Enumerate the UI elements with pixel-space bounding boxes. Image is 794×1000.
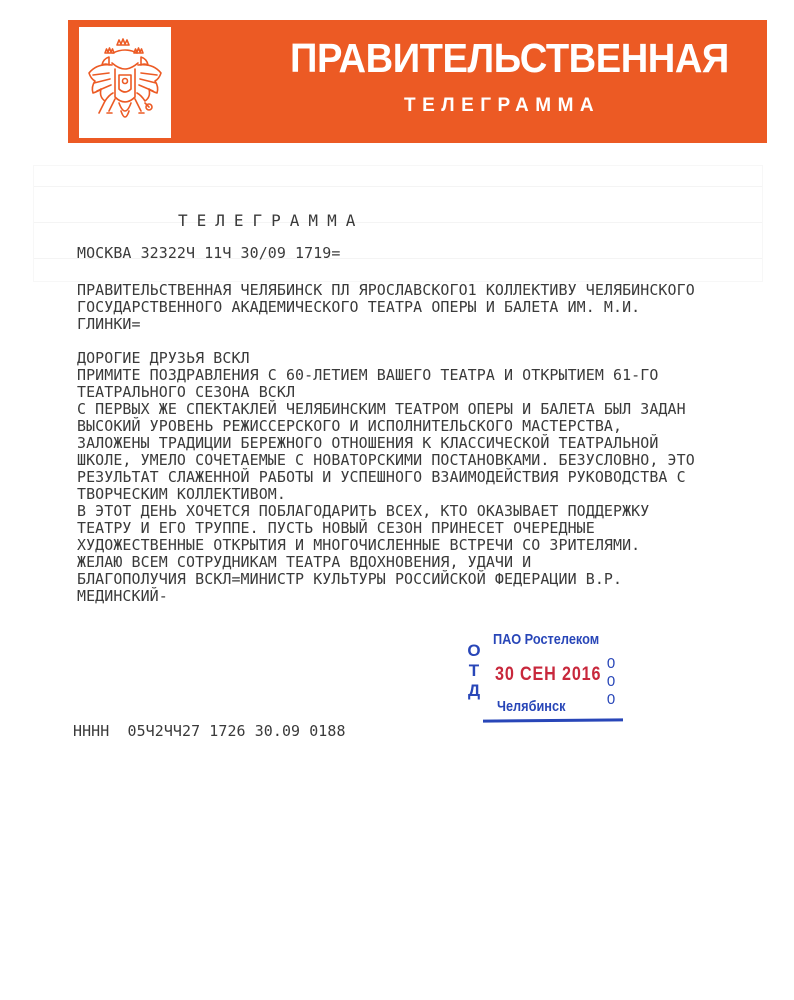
body-line: ТВОРЧЕСКИМ КОЛЛЕКТИВОМ. xyxy=(77,485,286,503)
body-line: ТЕАТРУ И ЕГО ТРУППЕ. ПУСТЬ НОВЫЙ СЕЗОН ПРИНЕСЕТ ОЧЕРЕДНЫЕ xyxy=(77,519,595,537)
stamp-number-digit: 0 xyxy=(606,655,616,672)
body-line: ЗАЛОЖЕНЫ ТРАДИЦИИ БЕРЕЖНОГО ОТНОШЕНИЯ К КЛАССИЧЕСКОЙ ТЕАТРАЛЬНОЙ xyxy=(77,434,659,452)
address-line: ПРАВИТЕЛЬСТВЕННАЯ ЧЕЛЯБИНСК ПЛ ЯРОСЛАВСКОГО1 КОЛЛЕКТИВУ ЧЕЛЯБИНСКОГО xyxy=(77,281,695,299)
stamp-number-digit: 0 xyxy=(606,673,616,690)
postal-stamp xyxy=(455,628,630,728)
footer-line: НННН 05Ч2ЧЧ27 1726 30.09 0188 xyxy=(73,722,346,740)
body-line: С ПЕРВЫХ ЖЕ СПЕКТАКЛЕЙ ЧЕЛЯБИНСКИМ ТЕАТРОМ ОПЕРЫ И БАЛЕТА БЫЛ ЗАДАН xyxy=(77,400,686,418)
stamp-otd-letter: Т xyxy=(468,661,480,680)
service-line: МОСКВА 32322Ч 11Ч 30/09 1719= xyxy=(77,244,341,262)
body-line: В ЭТОТ ДЕНЬ ХОЧЕТСЯ ПОБЛАГОДАРИТЬ ВСЕХ, КТО ОКАЗЫВАЕТ ПОДДЕРЖКУ xyxy=(77,502,650,520)
header-title: ПРАВИТЕЛЬСТВЕННАЯ xyxy=(290,35,729,81)
telegram-heading: ТЕЛЕГРАММА xyxy=(178,211,365,230)
double-headed-eagle-icon xyxy=(79,27,171,138)
body-line: ХУДОЖЕСТВЕННЫЕ ОТКРЫТИЯ И МНОГОЧИСЛЕННЫЕ ВСТРЕЧИ СО ЗРИТЕЛЯМИ. xyxy=(77,536,641,554)
body-line: ШКОЛЕ, УМЕЛО СОЧЕТАЕМЫЕ С НОВАТОРСКИМИ ПОСТАНОВКАМИ. БЕЗУСЛОВНО, ЭТО xyxy=(77,451,695,469)
body-line: БЛАГОПОЛУЧИЯ ВСКЛ=МИНИСТР КУЛЬТУРЫ РОССИЙСКОЙ ФЕДЕРАЦИИ В.Р. xyxy=(77,570,623,588)
body-line: ТЕАТРАЛЬНОГО СЕЗОНА ВСКЛ xyxy=(77,383,296,401)
body-line: ЖЕЛАЮ ВСЕМ СОТРУДНИКАМ ТЕАТРА ВДОХНОВЕНИЯ, УДАЧИ И xyxy=(77,553,532,571)
address-line: ГОСУДАРСТВЕННОГО АКАДЕМИЧЕСКОГО ТЕАТРА ОПЕРЫ И БАЛЕТА ИМ. М.И. xyxy=(77,298,641,316)
stamp-city: Челябинск xyxy=(497,698,566,715)
header-subtitle: ТЕЛЕГРАММА xyxy=(404,95,601,116)
stamp-underline xyxy=(483,718,623,722)
stamp-number-digit: 0 xyxy=(606,691,616,708)
body-line: ВЫСОКИЙ УРОВЕНЬ РЕЖИССЕРСКОГО И ИСПОЛНИТЕЛЬСКОГО МАСТЕРСТВА, xyxy=(77,417,623,435)
stamp-otd xyxy=(467,641,481,701)
form-background xyxy=(33,165,763,282)
stamp-otd-letter: О xyxy=(467,641,481,660)
stamp-otd-letter: Д xyxy=(467,681,481,700)
emblem xyxy=(79,27,171,138)
body-line: РЕЗУЛЬТАТ СЛАЖЕННОЙ РАБОТЫ И УСПЕШНОГО ВЗАИМОДЕЙСТВИЯ РУКОВОДСТВА С xyxy=(77,468,686,486)
stamp-number xyxy=(605,655,617,709)
body-line: ДОРОГИЕ ДРУЗЬЯ ВСКЛ xyxy=(77,349,250,367)
stamp-org: ПАО Ростелеком xyxy=(493,631,600,648)
address-line: ГЛИНКИ= xyxy=(77,315,141,333)
body-line: МЕДИНСКИЙ- xyxy=(77,587,168,605)
body-line: ПРИМИТЕ ПОЗДРАВЛЕНИЯ С 60-ЛЕТИЕМ ВАШЕГО ТЕАТРА И ОТКРЫТИЕМ 61-ГО xyxy=(77,366,659,384)
stamp-date: 30 СЕН 2016 xyxy=(495,664,602,685)
